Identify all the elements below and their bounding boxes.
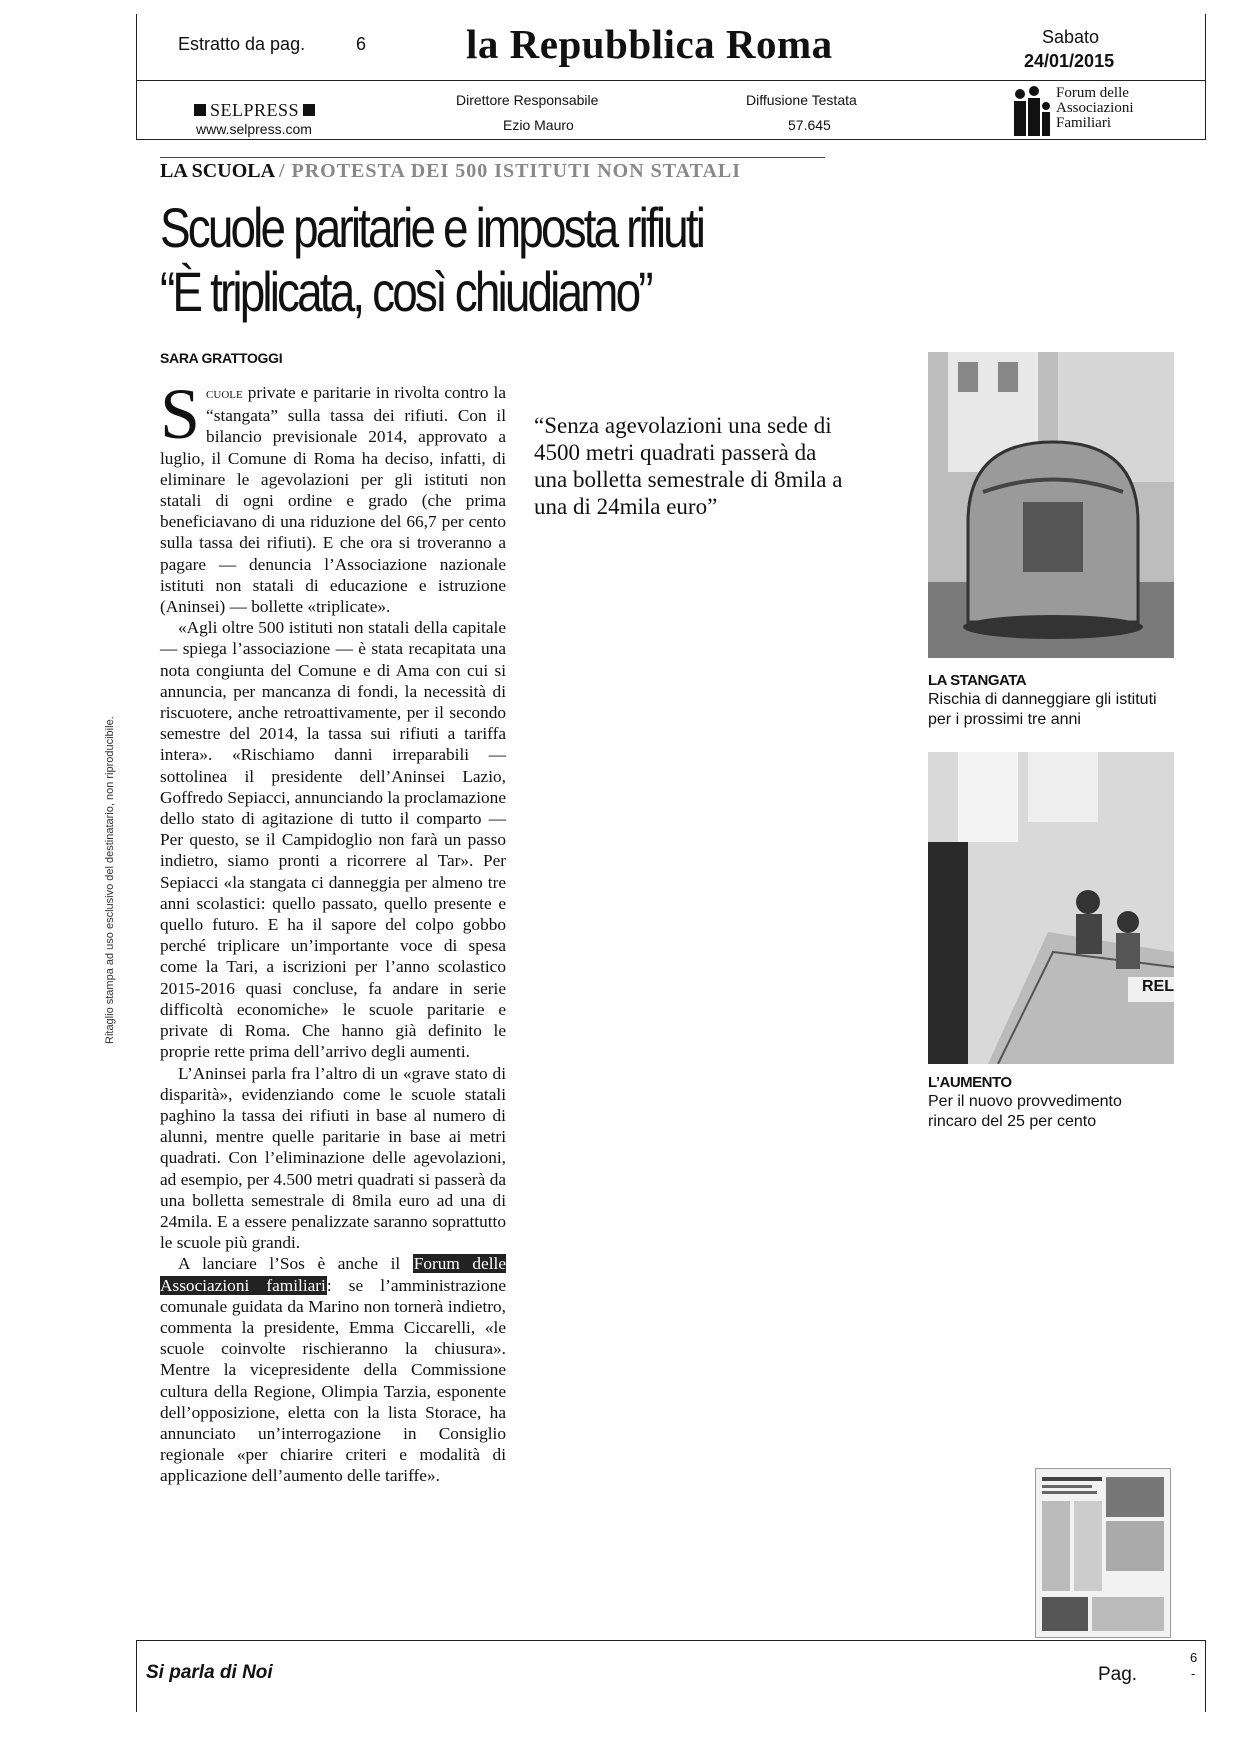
p4-before: A lanciare l’Sos è anche il [178,1254,413,1274]
paragraph-4 [160,1253,506,1486]
page-thumbnail-icon [1035,1468,1171,1638]
paragraph-2: «Agli oltre 500 istituti non statali della capitale — spiega l’associazione — è stata recapitata una nota congiunta del Comune e di Ama con cui si annuncia, per mancanza di fondi, la necessità di riscuotere, anche retroattivamente, per il secondo semestre del 2014, la tassa sui rifiuti a tariffa intera». «Rischiamo danni irreparabili — sottolinea il presidente dell’Aninsei Lazio, Goffredo Sepiacci, annunciando la proclamazione dello stato di agitazione di tutto il comparto — Per questo, se il Campidoglio non farà un passo indietro, siamo pronti a ricorrere al Tar». Per Sepiacci «la stangata ci danneggia per almeno tre anni scolastici: quello passato, quello presente e quello futuro. E ha il sapore del colpo gobbo perché triplicare un’importante voce di spesa come la Tari, a iscrizioni per l’anno scolastico 2015-2016 quasi concluse, fa andare in serie difficoltà economiche» le scuole paritarie e private di Roma. Che hanno già definito le proprie rette prima dell’arrivo degli aumenti. [160,618,506,1062]
photo1-caption-text: Rischia di danneggiare gli istituti per i prossimi tre anni [928,691,1157,728]
direttore-name: Ezio Mauro [503,117,574,133]
selpress-name: SELPRESS [210,100,300,120]
article-column-1 [160,374,506,1487]
p1-text: private e paritarie in rivolta contro la “stangata” sulla tassa dei rifiuti. Con il bilancio previsionale 2014, approvato a luglio, il Comune di Roma ha deciso, infatti, di eliminare le agevolazioni per gli istituti non statali di ogni ordine e grado (che prima beneficiavano di una riduzione del 66,7 per cento sulla tassa dei rifiuti). E che ora si troveranno a pagare — denuncia l’Associazione nazionale istituti non statali di educazione e istruzione (Aninsei) — bollette «triplicate». [160,383,506,617]
issue-date: 24/01/2015 [1024,51,1115,71]
headline-line2: “È triplicata, così chiudiamo” [160,260,651,323]
photo1-caption-title: LA STANGATA [928,672,1027,689]
photo-waste-bin [928,352,1174,658]
masthead: la Repubblica Roma [466,21,833,67]
selpress-logo [194,100,315,121]
kicker-section: LA SCUOLA [160,160,274,182]
forum-logo-icon [1010,86,1052,136]
headline-line1: Scuole paritarie e imposta rifiuti [160,196,704,259]
paragraph-3: L’Aninsei parla fra l’altro di un «grave stato di disparità», evidenziando come le scuole statali paghino la tassa dei rifiuti in base al numero di alunni, mentre quelle paritarie in base ai metri quadrati. Con l’eliminazione delle agevolazioni, ad esempio, per 4.500 metri quadrati si passerà da una bolletta semestrale di 8mila euro ad una di 24mila. E a essere penalizzate saranno soprattutto le scuole più grandi. [160,1063,506,1253]
kicker-rule [160,157,825,158]
photo2-caption-title: L’AUMENTO [928,1074,1012,1091]
diffusione-value: 57.645 [788,117,831,133]
direttore-label: Direttore Responsabile [456,92,599,108]
photo2-caption-text: Per il nuovo provvedimento rincaro del 25 per cento [928,1093,1122,1130]
dropcap: S [160,374,201,454]
paragraph-1 [160,374,506,617]
photo-office [928,752,1174,1064]
footer-label: Si parla di Noi [146,1662,273,1683]
selpress-url: www.selpress.com [196,121,312,137]
kicker [160,160,741,183]
square-icon [194,104,206,116]
p4-after: : se l’amministrazione comunale guidata da Marino non tornerà indietro, commenta la presidente, Emma Ciccarelli, «le scuole coinvolte rischieranno la chiusura». Mentre la vicepresidente della Commissione cultura della Regione, Olimpia Tarzia, esponente dell’opposizione, eletta con la lista Storace, ha annunciato un’interrogazione in Consiglio regionale «per chiarire criteri e modalità di applicazione dell’aumento delle tariffe». [160,1275,506,1486]
headline [160,196,703,324]
pull-quote: “Senza agevolazioni una sede di 4500 metri quadrati passerà da una bolletta semestrale di 8mila a una di 24mila euro” [534,413,843,519]
estratto-label: Estratto da pag. [178,34,306,54]
footer-pag-dash: - [1191,1666,1196,1681]
byline: SARA GRATTOGGI [160,350,283,366]
p1-smallcaps: cuole [206,386,243,402]
footer-pag-label: Pag. [1098,1664,1138,1685]
issue-day: Sabato [1042,27,1100,47]
photo2-sign: REL [1142,978,1174,995]
p4-highlight: Forum delle Associazioni familiari [160,1254,506,1295]
estratto-page: 6 [356,34,367,54]
forum-line1: Forum delle [1056,85,1129,101]
forum-logo-text [1056,86,1133,131]
diffusione-label: Diffusione Testata [746,92,857,108]
header-separator [136,80,1206,81]
kicker-topic: / PROTESTA DEI 500 ISTITUTI NON STATALI [278,160,742,182]
forum-line3: Familiari [1056,115,1111,131]
forum-line2: Associazioni [1056,100,1134,116]
footer-box [136,1640,1206,1712]
square-icon [303,104,315,116]
footer-pag-number: 6 [1190,1650,1198,1665]
